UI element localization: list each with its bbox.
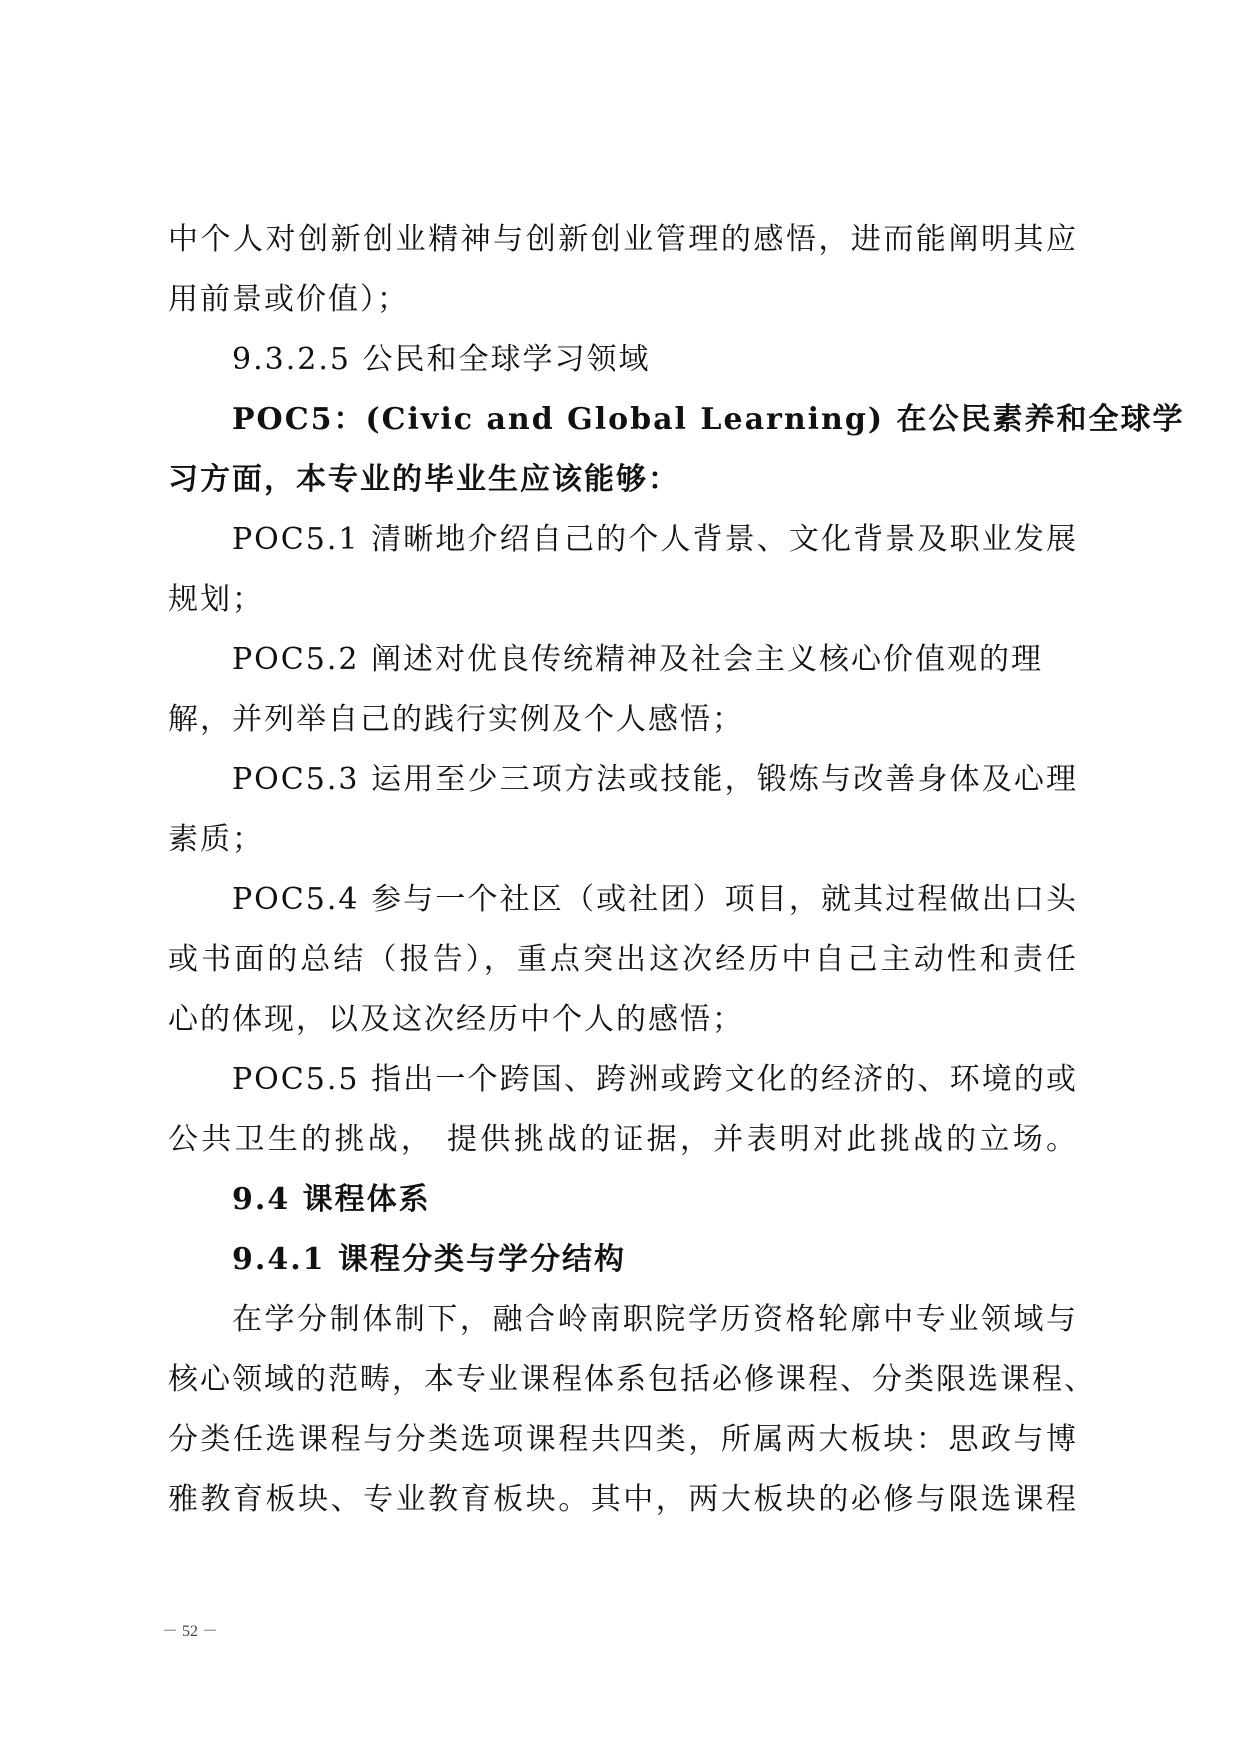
- paragraph-line: 用前景或价值）；: [168, 282, 409, 317]
- page-number: － 52 －: [162, 1623, 219, 1640]
- paragraph-line: 在学分制体制下，融合岭南职院学历资格轮廓中专业领域与: [232, 1302, 1078, 1337]
- poc5-1-item-cont: 规划；: [168, 582, 264, 617]
- poc5-heading: POC5：(Civic and Global Learning) 在公民素养和全球学: [232, 402, 1185, 437]
- paragraph-line: 雅教育板块、专业教育板块。其中，两大板块的必修与限选课程: [168, 1482, 1078, 1517]
- poc5-1-item: POC5.1 清晰地介绍自己的个人背景、文化背景及职业发展: [232, 522, 1078, 557]
- paragraph-line: 分类任选课程与分类选项课程共四类，所属两大板块：思政与博: [168, 1422, 1078, 1457]
- paragraph-line: 核心领域的范畴，本专业课程体系包括必修课程、分类限选课程、: [168, 1362, 1096, 1397]
- poc5-heading-cont: 习方面，本专业的毕业生应该能够：: [168, 462, 680, 497]
- paragraph-line: 中个人对创新创业精神与创新创业管理的感悟，进而能阐明其应: [168, 222, 1078, 257]
- poc5-4-item-cont: 或书面的总结（报告），重点突出这次经历中自己主动性和责任: [168, 942, 1078, 977]
- poc5-2-item-cont: 解，并列举自己的践行实例及个人感悟；: [168, 702, 744, 737]
- poc5-5-item-cont: 公共卫生的挑战， 提供挑战的证据，并表明对此挑战的立场。: [168, 1122, 1078, 1157]
- section-heading-9-4: 9.4 课程体系: [232, 1182, 431, 1217]
- poc5-5-item: POC5.5 指出一个跨国、跨洲或跨文化的经济的、环境的或: [232, 1062, 1078, 1097]
- poc5-4-item-cont: 心的体现，以及这次经历中个人的感悟；: [168, 1002, 744, 1037]
- poc5-3-item-cont: 素质；: [168, 822, 264, 857]
- section-heading-9-3-2-5: 9.3.2.5 公民和全球学习领域: [232, 342, 651, 377]
- poc5-3-item: POC5.3 运用至少三项方法或技能，锻炼与改善身体及心理: [232, 762, 1078, 797]
- poc5-2-item: POC5.2 阐述对优良传统精神及社会主义核心价值观的理: [232, 642, 1043, 677]
- poc5-4-item: POC5.4 参与一个社区（或社团）项目，就其过程做出口头: [232, 882, 1078, 917]
- section-heading-9-4-1: 9.4.1 课程分类与学分结构: [232, 1242, 626, 1277]
